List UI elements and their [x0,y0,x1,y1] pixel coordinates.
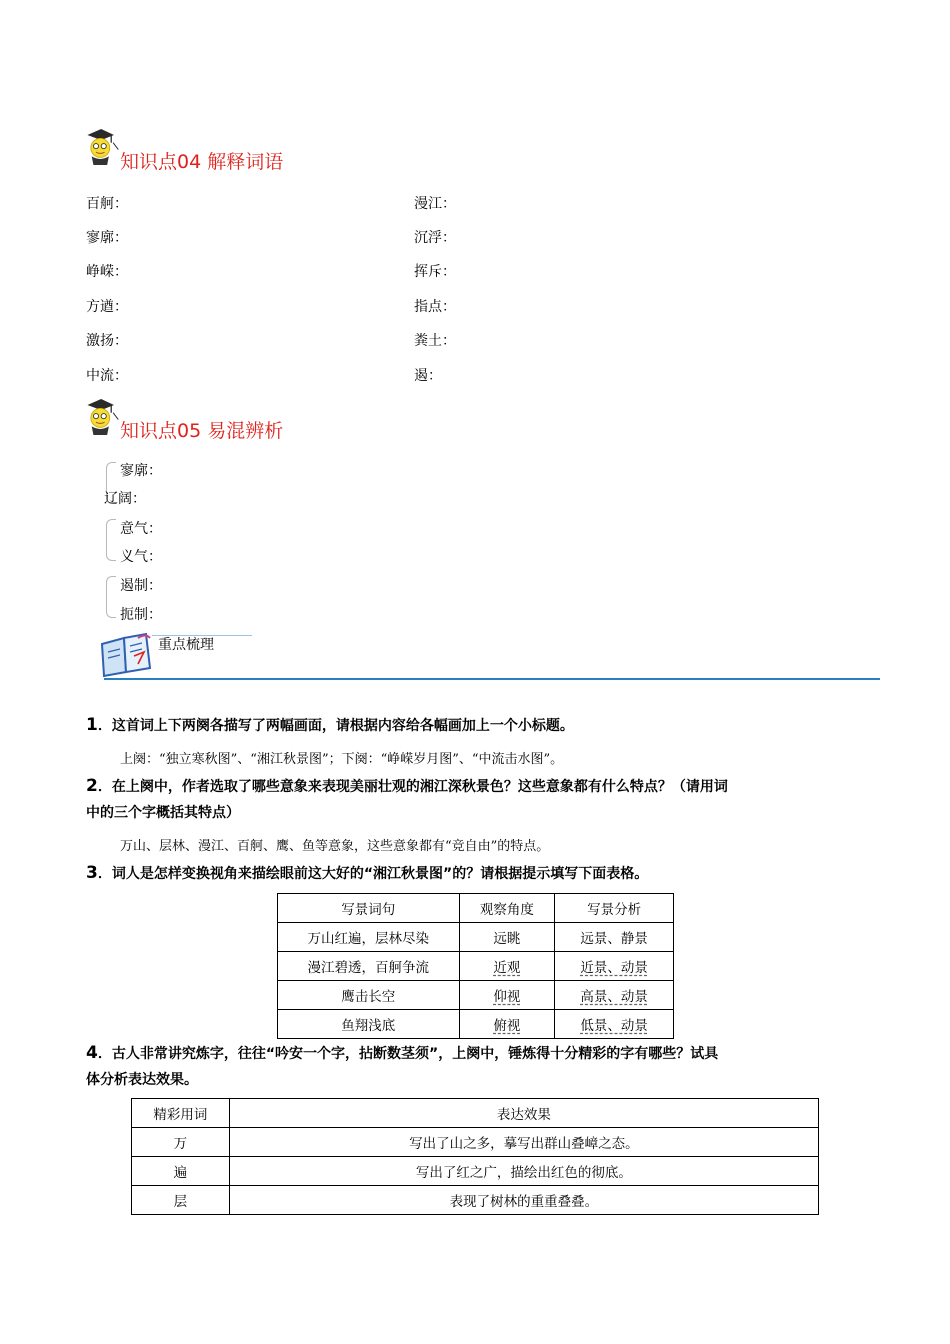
question-4-cont: 体分析表达效果。 [86,1072,198,1088]
bracket-decoration [106,519,116,561]
table-cell: 写出了山之多，摹写出群山叠嶂之态。 [229,1128,818,1157]
table-cell: 写出了红之广，描绘出红色的彻底。 [229,1157,818,1186]
table-row [278,923,674,952]
confusable-item-2: 辽阔： [104,491,146,507]
term-left-6: 中流： [86,368,128,384]
table-cell: 远景、静景 [555,923,674,952]
term-right-5: 粪土： [414,333,456,349]
graduate-mascot-icon [84,124,120,170]
table-row [132,1128,819,1157]
confusable-item-5: 遏制： [120,578,162,594]
term-right-1: 漫江： [414,196,456,212]
table-row [132,1157,819,1186]
table-header: 写景词句 [278,894,460,923]
section-title-04: 知识点04 解释词语 [120,151,284,173]
term-left-4: 方遒： [86,299,128,315]
table-row [132,1186,819,1215]
answer-2: 万山、层林、漫江、百舸、鹰、鱼等意象，这些意象都有“竞自由”的特点。 [120,839,550,854]
table-cell: 高景、动景 [580,989,648,1005]
table-row [278,981,674,1010]
term-right-2: 沉浮： [414,230,456,246]
table-cell: 层 [132,1186,230,1215]
question-3: 3．词人是怎样变换视角来描绘眼前这大好的“湘江秋景图”的？请根据提示填写下面表格。 [86,863,649,883]
table-cell: 俯视 [493,1018,521,1034]
question-4: 4．古人非常讲究炼字，往往“吟安一个字，拈断数茎须”，上阕中，锤炼得十分精彩的字有哪些？试具 [86,1043,719,1063]
question-1: 1．这首词上下两阕各描写了两幅画面，请根据内容给各幅画加上一个小标题。 [86,715,574,735]
table-cell: 遍 [132,1157,230,1186]
table-cell: 漫江碧透，百舸争流 [278,952,460,981]
term-left-3: 峥嵘： [86,264,128,280]
question-2-cont: 中的三个字概括其特点） [86,805,240,821]
term-left-1: 百舸： [86,196,128,212]
table-cell: 远眺 [459,923,555,952]
section-divider [104,678,880,680]
confusable-item-4: 义气： [120,549,162,565]
term-left-2: 寥廓： [86,230,128,246]
table-row [278,1010,674,1039]
table-cell: 低景、动景 [580,1018,648,1034]
table-cell: 表现了树林的重重叠叠。 [229,1186,818,1215]
confusable-item-6: 扼制： [120,607,162,623]
open-book-icon [98,632,154,680]
table-cell: 近景、动景 [580,960,648,976]
table-header: 观察角度 [459,894,555,923]
scenery-table [277,893,674,1039]
review-label: 重点梳理 [158,637,214,653]
section-title-05: 知识点05 易混辨析 [120,420,284,442]
question-2: 2．在上阕中，作者选取了哪些意象来表现美丽壮观的湘江深秋景色？这些意象都有什么特点？（请用词 [86,776,728,796]
term-left-5: 激扬： [86,333,128,349]
bracket-decoration [106,576,116,618]
table-row [278,952,674,981]
table-cell: 鱼翔浅底 [278,1010,460,1039]
term-right-4: 指点： [414,299,456,315]
confusable-item-3: 意气： [120,521,162,537]
table-cell: 鹰击长空 [278,981,460,1010]
term-right-6: 遏： [414,368,442,384]
term-right-3: 挥斥： [414,264,456,280]
graduate-mascot-icon [84,394,120,440]
table-cell: 万 [132,1128,230,1157]
confusable-item-1: 寥廓： [120,463,162,479]
table-cell: 仰视 [493,989,521,1005]
answer-1: 上阕：“独立寒秋图”、“湘江秋景图”；下阕：“峥嵘岁月图”、“中流击水图”。 [120,752,564,767]
word-effect-table [131,1098,819,1215]
table-header: 精彩用词 [132,1099,230,1128]
table-cell: 近观 [493,960,521,976]
table-header: 写景分析 [555,894,674,923]
table-cell: 万山红遍，层林尽染 [278,923,460,952]
table-header: 表达效果 [229,1099,818,1128]
